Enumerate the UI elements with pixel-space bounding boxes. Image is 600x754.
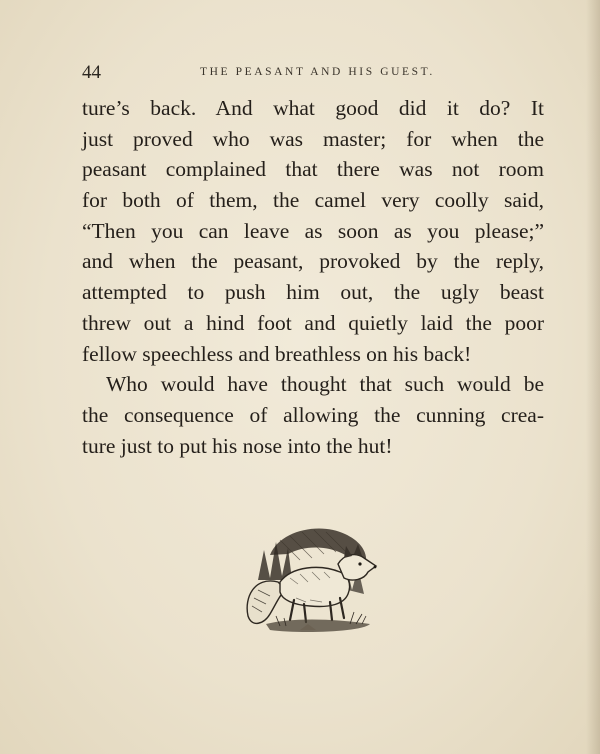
text-line: the consequence of allowing the cunning crea- [82, 402, 544, 427]
text-line: “Then you can leave as soon as you please;” [82, 218, 544, 243]
text-line: attempted to push him out, the ugly beast [82, 280, 544, 305]
text-line: threw out a hind foot and quietly laid the poor [82, 310, 544, 335]
text-line: ture’s back. And what good did it do? It [82, 96, 544, 120]
page-edge-shadow [586, 0, 600, 754]
paragraph-2 [82, 369, 544, 461]
text-line: ture just to put his nose into the hut! [82, 433, 393, 458]
text-line: just proved who was master; for when the [82, 126, 544, 151]
fox-illustration [240, 520, 385, 645]
text-line: fellow speechless and breathless on his back! [82, 341, 472, 366]
text-line: Who would have thought that such would be [106, 372, 544, 397]
fox-vignette-icon [240, 520, 385, 645]
body-text [82, 93, 544, 461]
text-line: peasant complained that there was not room [82, 157, 544, 182]
text-line: and when the peasant, provoked by the reply, [82, 249, 544, 274]
page-number: 44 [82, 62, 101, 83]
paragraph-1 [82, 93, 544, 369]
running-head [82, 62, 544, 84]
running-title: THE PEASANT AND HIS GUEST. [200, 66, 435, 78]
text-line: for both of them, the camel very coolly said, [82, 188, 544, 213]
